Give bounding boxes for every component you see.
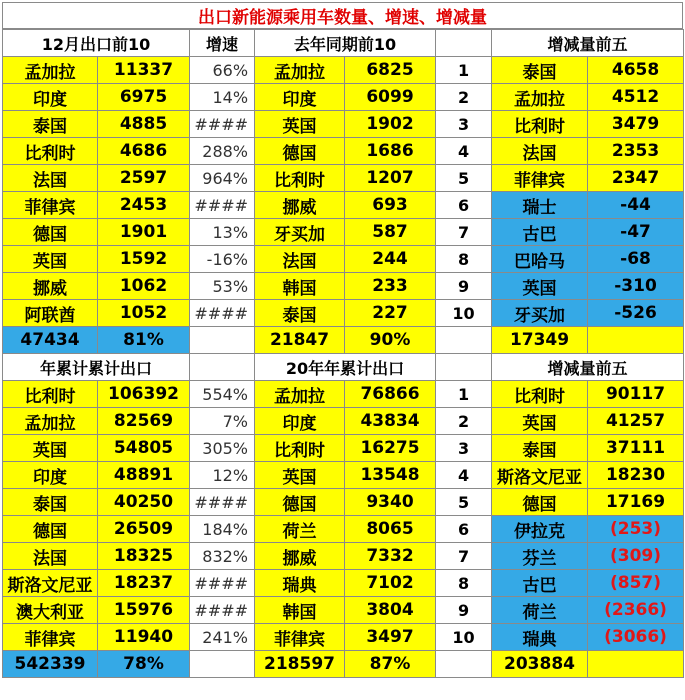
table-row <box>3 273 684 300</box>
header-current: 12月出口前10 <box>3 30 190 57</box>
prev-country-cell: 韩国 <box>255 597 345 624</box>
prev-value-cell: 1207 <box>345 165 436 192</box>
change-value-cell: (857) <box>588 570 684 597</box>
change-country-cell: 比利时 <box>492 381 588 408</box>
header-previous: 20年年累计出口 <box>255 354 436 381</box>
value-cell: 26509 <box>98 516 190 543</box>
prev-value-cell: 693 <box>345 192 436 219</box>
header-rank-blank <box>436 354 492 381</box>
change-value-cell: 3479 <box>588 111 684 138</box>
growth-cell: #### <box>190 111 255 138</box>
prev-total-value-cell: 218597 <box>255 651 345 678</box>
prev-value-cell: 16275 <box>345 435 436 462</box>
prev-country-cell: 印度 <box>255 408 345 435</box>
value-cell: 15976 <box>98 597 190 624</box>
change-value-cell: 41257 <box>588 408 684 435</box>
prev-value-cell: 1686 <box>345 138 436 165</box>
total-row <box>3 327 684 354</box>
prev-value-cell: 43834 <box>345 408 436 435</box>
prev-country-cell: 比利时 <box>255 165 345 192</box>
total-row <box>3 651 684 678</box>
prev-country-cell: 荷兰 <box>255 516 345 543</box>
table-row <box>3 408 684 435</box>
prev-value-cell: 244 <box>345 246 436 273</box>
prev-country-cell: 牙买加 <box>255 219 345 246</box>
change-value-cell: (309) <box>588 543 684 570</box>
change-country-cell: 英国 <box>492 273 588 300</box>
growth-cell: 832% <box>190 543 255 570</box>
value-cell: 48891 <box>98 462 190 489</box>
table-row <box>3 570 684 597</box>
prev-total-growth-cell: 87% <box>345 651 436 678</box>
prev-value-cell: 587 <box>345 219 436 246</box>
country-cell: 比利时 <box>3 381 98 408</box>
table-row <box>3 597 684 624</box>
growth-cell: 554% <box>190 381 255 408</box>
header-growth: 增速 <box>190 30 255 57</box>
growth-cell: #### <box>190 489 255 516</box>
prev-country-cell: 菲律宾 <box>255 624 345 651</box>
growth-cell: #### <box>190 300 255 327</box>
change-total-value-cell: 17349 <box>492 327 588 354</box>
country-cell: 英国 <box>3 246 98 273</box>
change-total-blank <box>588 327 684 354</box>
value-cell: 40250 <box>98 489 190 516</box>
prev-country-cell: 德国 <box>255 138 345 165</box>
table-row <box>3 543 684 570</box>
prev-country-cell: 泰国 <box>255 300 345 327</box>
value-cell: 18325 <box>98 543 190 570</box>
table-row <box>3 84 684 111</box>
prev-country-cell: 孟加拉 <box>255 381 345 408</box>
prev-country-cell: 挪威 <box>255 543 345 570</box>
value-cell: 106392 <box>98 381 190 408</box>
change-value-cell: 2353 <box>588 138 684 165</box>
prev-value-cell: 3497 <box>345 624 436 651</box>
prev-value-cell: 7332 <box>345 543 436 570</box>
change-value-cell: (253) <box>588 516 684 543</box>
header-growth-blank <box>190 354 255 381</box>
change-value-cell: 37111 <box>588 435 684 462</box>
growth-cell: #### <box>190 192 255 219</box>
prev-total-growth-cell: 90% <box>345 327 436 354</box>
table-row <box>3 435 684 462</box>
value-cell: 1052 <box>98 300 190 327</box>
change-country-cell: 比利时 <box>492 111 588 138</box>
table-row <box>3 138 684 165</box>
growth-cell: 53% <box>190 273 255 300</box>
value-cell: 1901 <box>98 219 190 246</box>
rank-cell: 4 <box>436 138 492 165</box>
value-cell: 82569 <box>98 408 190 435</box>
country-cell: 孟加拉 <box>3 57 98 84</box>
rank-cell: 9 <box>436 597 492 624</box>
rank-cell: 2 <box>436 84 492 111</box>
total-rank-blank <box>436 651 492 678</box>
prev-value-cell: 3804 <box>345 597 436 624</box>
rank-cell: 10 <box>436 624 492 651</box>
change-value-cell: 4512 <box>588 84 684 111</box>
country-cell: 比利时 <box>3 138 98 165</box>
total-growth-cell: 81% <box>98 327 190 354</box>
header-change: 增减量前五 <box>492 30 684 57</box>
table-row <box>3 624 684 651</box>
value-cell: 18237 <box>98 570 190 597</box>
table-row <box>3 219 684 246</box>
table-row <box>3 111 684 138</box>
rank-cell: 6 <box>436 192 492 219</box>
change-total-value-cell: 203884 <box>492 651 588 678</box>
change-country-cell: 斯洛文尼亚 <box>492 462 588 489</box>
growth-cell: 305% <box>190 435 255 462</box>
change-value-cell: 4658 <box>588 57 684 84</box>
country-cell: 斯洛文尼亚 <box>3 570 98 597</box>
prev-country-cell: 瑞典 <box>255 570 345 597</box>
value-cell: 2453 <box>98 192 190 219</box>
change-value-cell: 90117 <box>588 381 684 408</box>
prev-total-value-cell: 21847 <box>255 327 345 354</box>
prev-value-cell: 6825 <box>345 57 436 84</box>
country-cell: 挪威 <box>3 273 98 300</box>
table-row <box>3 246 684 273</box>
prev-country-cell: 孟加拉 <box>255 57 345 84</box>
prev-country-cell: 印度 <box>255 84 345 111</box>
change-country-cell: 泰国 <box>492 57 588 84</box>
sheet-title: 出口新能源乘用车数量、增速、增减量 <box>2 2 683 29</box>
rank-cell: 9 <box>436 273 492 300</box>
rank-cell: 4 <box>436 462 492 489</box>
total-blank <box>190 651 255 678</box>
growth-cell: #### <box>190 570 255 597</box>
prev-value-cell: 233 <box>345 273 436 300</box>
total-blank <box>190 327 255 354</box>
growth-cell: #### <box>190 597 255 624</box>
change-country-cell: 泰国 <box>492 435 588 462</box>
value-cell: 4885 <box>98 111 190 138</box>
change-value-cell: -47 <box>588 219 684 246</box>
value-cell: 54805 <box>98 435 190 462</box>
change-value-cell: -310 <box>588 273 684 300</box>
change-value-cell: 2347 <box>588 165 684 192</box>
country-cell: 菲律宾 <box>3 624 98 651</box>
rank-cell: 7 <box>436 219 492 246</box>
total-growth-cell: 78% <box>98 651 190 678</box>
rank-cell: 1 <box>436 381 492 408</box>
growth-cell: 12% <box>190 462 255 489</box>
data-table <box>2 29 684 678</box>
country-cell: 印度 <box>3 84 98 111</box>
country-cell: 德国 <box>3 219 98 246</box>
table-row <box>3 489 684 516</box>
country-cell: 泰国 <box>3 111 98 138</box>
change-value-cell: 17169 <box>588 489 684 516</box>
change-country-cell: 德国 <box>492 489 588 516</box>
header-rank-blank <box>436 30 492 57</box>
value-cell: 11940 <box>98 624 190 651</box>
prev-value-cell: 13548 <box>345 462 436 489</box>
table-row <box>3 165 684 192</box>
spreadsheet <box>2 2 683 696</box>
change-country-cell: 瑞典 <box>492 624 588 651</box>
prev-value-cell: 76866 <box>345 381 436 408</box>
rank-cell: 3 <box>436 111 492 138</box>
rank-cell: 5 <box>436 489 492 516</box>
growth-cell: 7% <box>190 408 255 435</box>
prev-value-cell: 7102 <box>345 570 436 597</box>
prev-value-cell: 8065 <box>345 516 436 543</box>
rank-cell: 3 <box>436 435 492 462</box>
header-row <box>3 30 684 57</box>
total-rank-blank <box>436 327 492 354</box>
change-country-cell: 古巴 <box>492 219 588 246</box>
value-cell: 4686 <box>98 138 190 165</box>
change-country-cell: 英国 <box>492 408 588 435</box>
growth-cell: 241% <box>190 624 255 651</box>
change-country-cell: 瑞士 <box>492 192 588 219</box>
change-country-cell: 芬兰 <box>492 543 588 570</box>
change-country-cell: 巴哈马 <box>492 246 588 273</box>
prev-country-cell: 法国 <box>255 246 345 273</box>
value-cell: 11337 <box>98 57 190 84</box>
table-row <box>3 300 684 327</box>
rank-cell: 8 <box>436 246 492 273</box>
table-row <box>3 57 684 84</box>
growth-cell: 66% <box>190 57 255 84</box>
value-cell: 2597 <box>98 165 190 192</box>
country-cell: 印度 <box>3 462 98 489</box>
value-cell: 1592 <box>98 246 190 273</box>
change-country-cell: 法国 <box>492 138 588 165</box>
growth-cell: 14% <box>190 84 255 111</box>
change-country-cell: 荷兰 <box>492 597 588 624</box>
prev-country-cell: 韩国 <box>255 273 345 300</box>
change-country-cell: 牙买加 <box>492 300 588 327</box>
header-previous: 去年同期前10 <box>255 30 436 57</box>
table-row <box>3 516 684 543</box>
prev-value-cell: 1902 <box>345 111 436 138</box>
change-value-cell: 18230 <box>588 462 684 489</box>
value-cell: 1062 <box>98 273 190 300</box>
prev-country-cell: 挪威 <box>255 192 345 219</box>
change-value-cell: -68 <box>588 246 684 273</box>
change-total-blank <box>588 651 684 678</box>
country-cell: 阿联酋 <box>3 300 98 327</box>
change-country-cell: 古巴 <box>492 570 588 597</box>
country-cell: 英国 <box>3 435 98 462</box>
change-country-cell: 菲律宾 <box>492 165 588 192</box>
prev-country-cell: 英国 <box>255 462 345 489</box>
table-row <box>3 381 684 408</box>
prev-country-cell: 德国 <box>255 489 345 516</box>
table-row <box>3 192 684 219</box>
change-value-cell: -526 <box>588 300 684 327</box>
country-cell: 法国 <box>3 543 98 570</box>
rank-cell: 6 <box>436 516 492 543</box>
growth-cell: 288% <box>190 138 255 165</box>
prev-value-cell: 6099 <box>345 84 436 111</box>
prev-value-cell: 9340 <box>345 489 436 516</box>
rank-cell: 2 <box>436 408 492 435</box>
prev-value-cell: 227 <box>345 300 436 327</box>
rank-cell: 7 <box>436 543 492 570</box>
growth-cell: 964% <box>190 165 255 192</box>
value-cell: 6975 <box>98 84 190 111</box>
change-value-cell: -44 <box>588 192 684 219</box>
country-cell: 孟加拉 <box>3 408 98 435</box>
change-country-cell: 伊拉克 <box>492 516 588 543</box>
total-value-cell: 542339 <box>3 651 98 678</box>
rank-cell: 5 <box>436 165 492 192</box>
growth-cell: 13% <box>190 219 255 246</box>
change-value-cell: (2366) <box>588 597 684 624</box>
rank-cell: 8 <box>436 570 492 597</box>
prev-country-cell: 英国 <box>255 111 345 138</box>
table-row <box>3 462 684 489</box>
prev-country-cell: 比利时 <box>255 435 345 462</box>
country-cell: 菲律宾 <box>3 192 98 219</box>
header-change: 增减量前五 <box>492 354 684 381</box>
total-value-cell: 47434 <box>3 327 98 354</box>
rank-cell: 1 <box>436 57 492 84</box>
growth-cell: -16% <box>190 246 255 273</box>
country-cell: 法国 <box>3 165 98 192</box>
country-cell: 德国 <box>3 516 98 543</box>
country-cell: 澳大利亚 <box>3 597 98 624</box>
header-row <box>3 354 684 381</box>
change-value-cell: (3066) <box>588 624 684 651</box>
header-current: 年累计累计出口 <box>3 354 190 381</box>
change-country-cell: 孟加拉 <box>492 84 588 111</box>
rank-cell: 10 <box>436 300 492 327</box>
country-cell: 泰国 <box>3 489 98 516</box>
growth-cell: 184% <box>190 516 255 543</box>
